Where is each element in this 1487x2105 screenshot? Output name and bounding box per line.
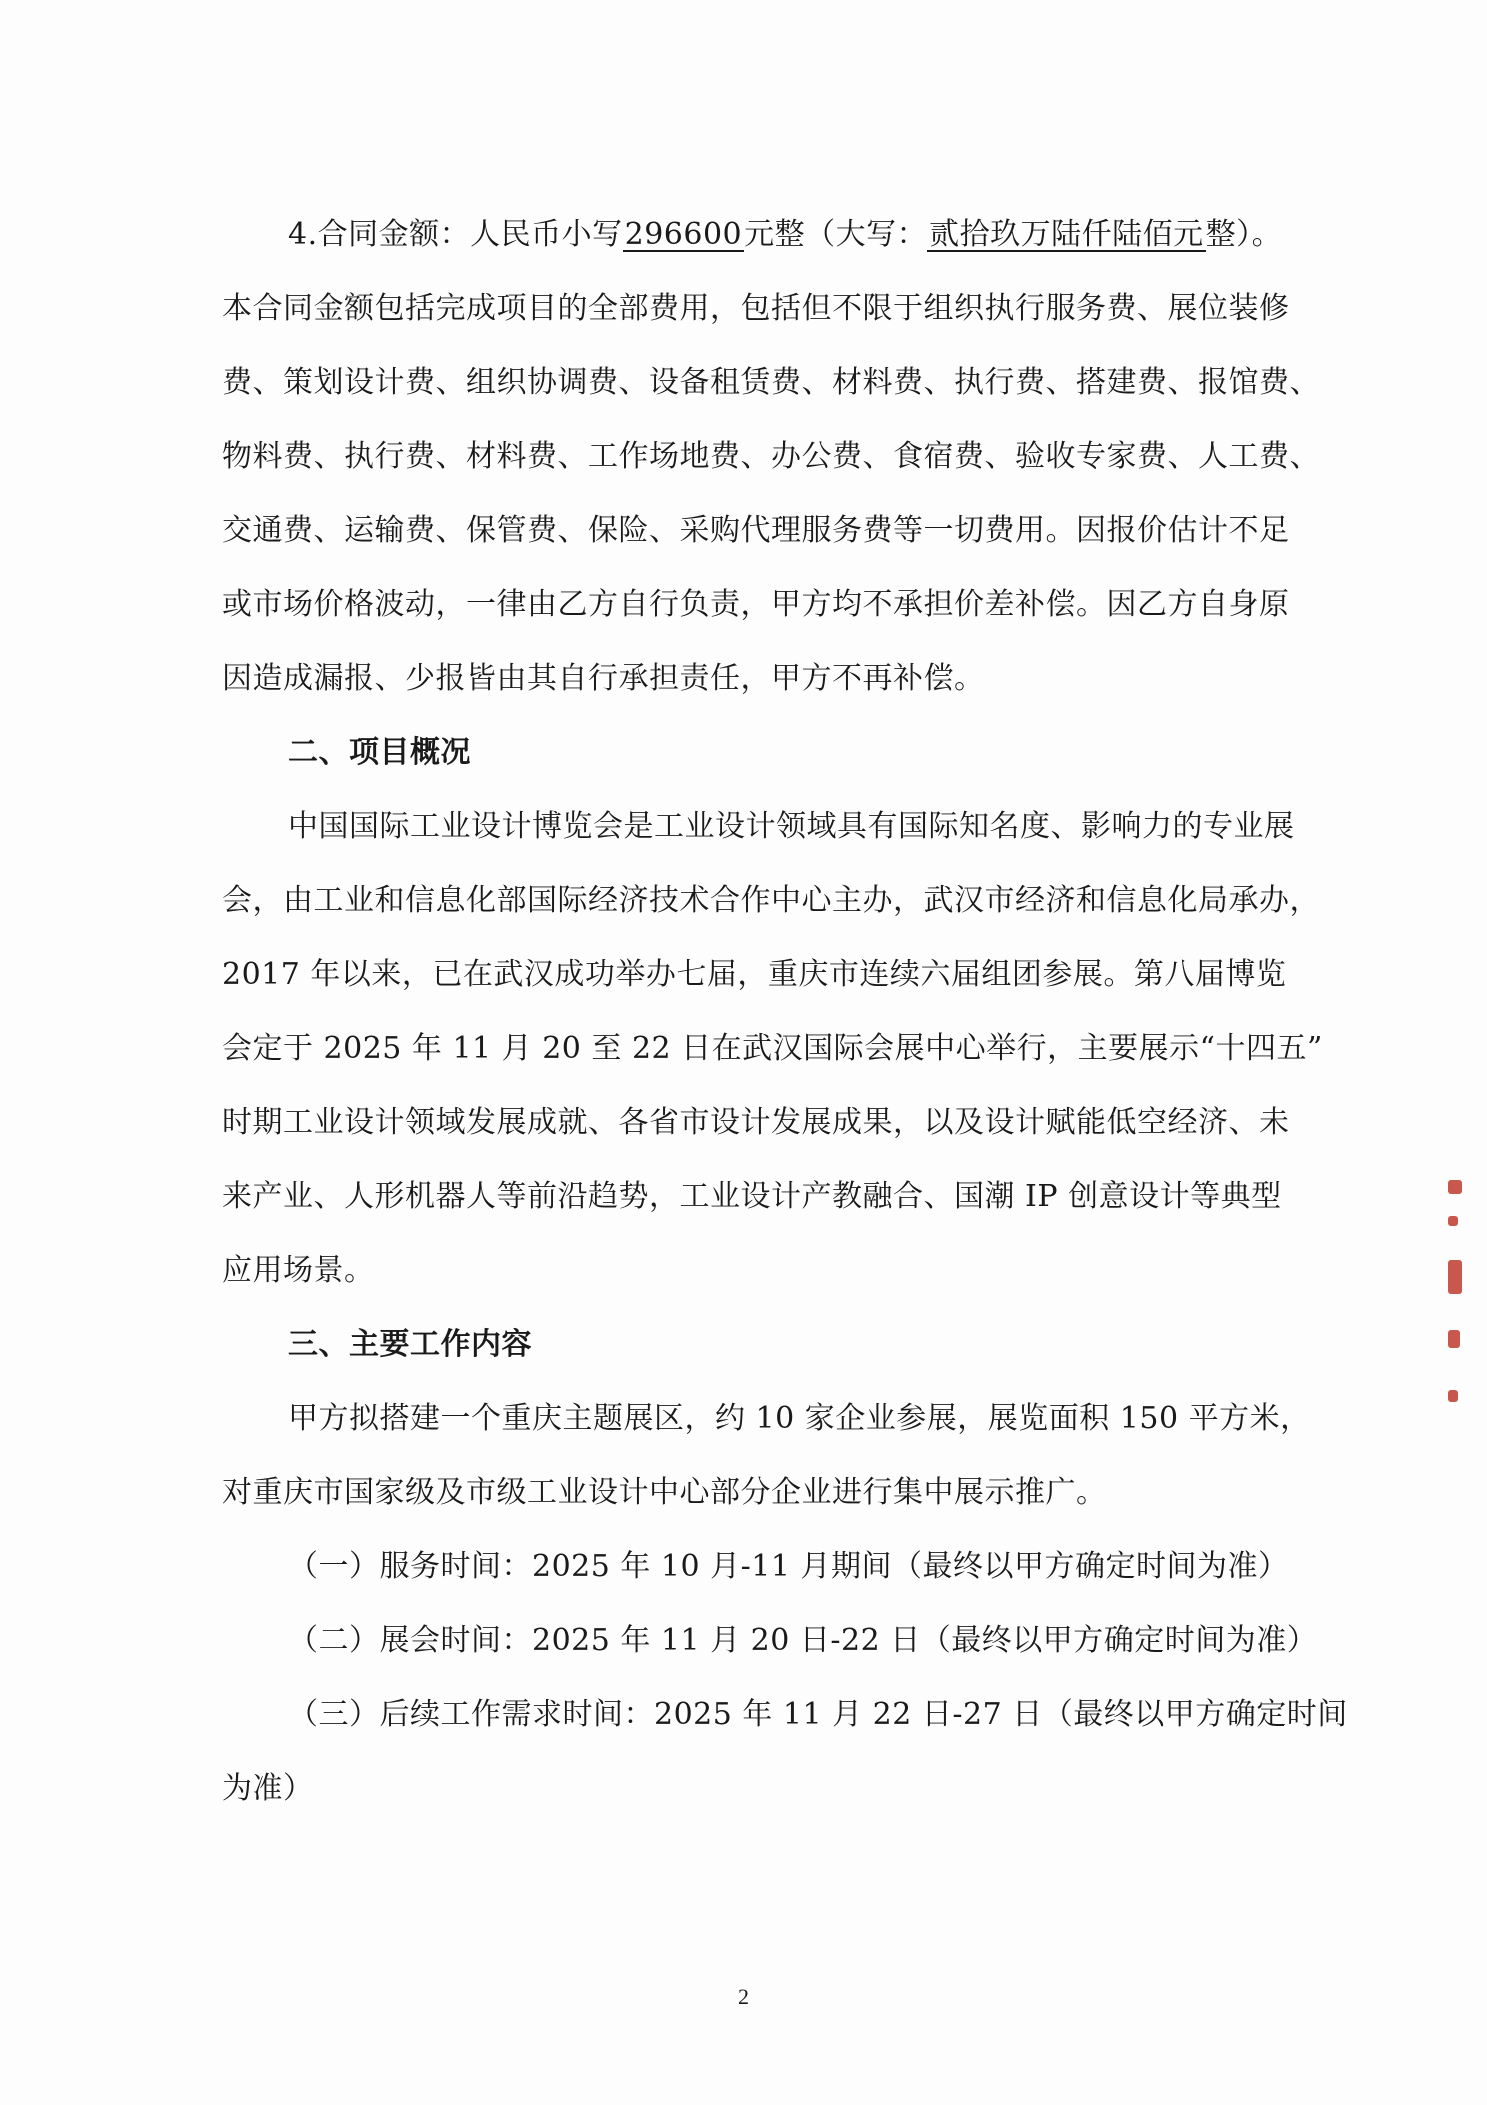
section-3-line: 对重庆市国家级及市级工业设计中心部分企业进行集中展示推广。 [222,1475,1107,1510]
section-3-item-continuation: 为准） [222,1771,314,1806]
section-2-line: 时期工业设计领域发展成就、各省市设计发展成果，以及设计赋能低空经济、未 [222,1105,1290,1140]
seal-stamp-edge [1448,1180,1468,1410]
amount-first-line [222,198,1283,272]
amount-line: 本合同金额包括完成项目的全部费用，包括但不限于组织执行服务费、展位装修 [222,291,1290,326]
stamp-fragment [1448,1260,1462,1294]
section-3-heading: 三、主要工作内容 [288,1327,532,1362]
amount-words: 贰拾玖万陆仟陆佰元 [929,217,1204,252]
section-2-line: 2017 年以来，已在武汉成功举办七届，重庆市连续六届组团参展。第八届博览 [222,957,1287,992]
amount-suffix: 整）。 [1205,217,1283,252]
document-body [222,198,1348,1826]
amount-line: 物料费、执行费、材料费、工作场地费、办公费、食宿费、验收专家费、人工费、 [222,439,1320,474]
section-3-line: 甲方拟搭建一个重庆主题展区，约 10 家企业参展，展览面积 150 平方米， [288,1401,1311,1436]
section-3-item: （三）后续工作需求时间：2025 年 11 月 22 日-27 日（最终以甲方确定时间 [288,1697,1348,1732]
stamp-fragment [1448,1330,1460,1348]
amount-mid: 元整（大写： [744,217,928,252]
amount-line: 交通费、运输费、保管费、保险、采购代理服务费等一切费用。因报价估计不足 [222,513,1290,548]
page-number: 2 [738,1984,749,2009]
section-2-heading: 二、项目概况 [288,735,471,770]
amount-figure: 296600 [624,217,743,252]
section-2-line: 来产业、人形机器人等前沿趋势，工业设计产教融合、国潮 IP 创意设计等典型 [222,1179,1282,1214]
section-3-item: （一）服务时间：2025 年 10 月-11 月期间（最终以甲方确定时间为准） [288,1549,1289,1584]
amount-line: 因造成漏报、少报皆由其自行承担责任，甲方不再补偿。 [222,661,985,696]
section-2-line: 中国国际工业设计博览会是工业设计领域具有国际知名度、影响力的专业展 [288,809,1295,844]
amount-line: 费、策划设计费、组织协调费、设备租赁费、材料费、执行费、搭建费、报馆费、 [222,365,1320,400]
section-3-item: （二）展会时间：2025 年 11 月 20 日-22 日（最终以甲方确定时间为准） [288,1623,1318,1658]
amount-line: 或市场价格波动，一律由乙方自行负责，甲方均不承担价差补偿。因乙方自身原 [222,587,1290,622]
section-2-line: 会，由工业和信息化部国际经济技术合作中心主办，武汉市经济和信息化局承办， [222,883,1320,918]
stamp-fragment [1448,1390,1458,1402]
stamp-fragment [1448,1216,1458,1226]
section-2-line: 会定于 2025 年 11 月 20 至 22 日在武汉国际会展中心举行，主要展示“十四五” [222,1031,1323,1066]
amount-prefix: 4.合同金额：人民币小写 [288,217,623,252]
stamp-fragment [1448,1180,1462,1194]
section-2-line: 应用场景。 [222,1253,375,1288]
